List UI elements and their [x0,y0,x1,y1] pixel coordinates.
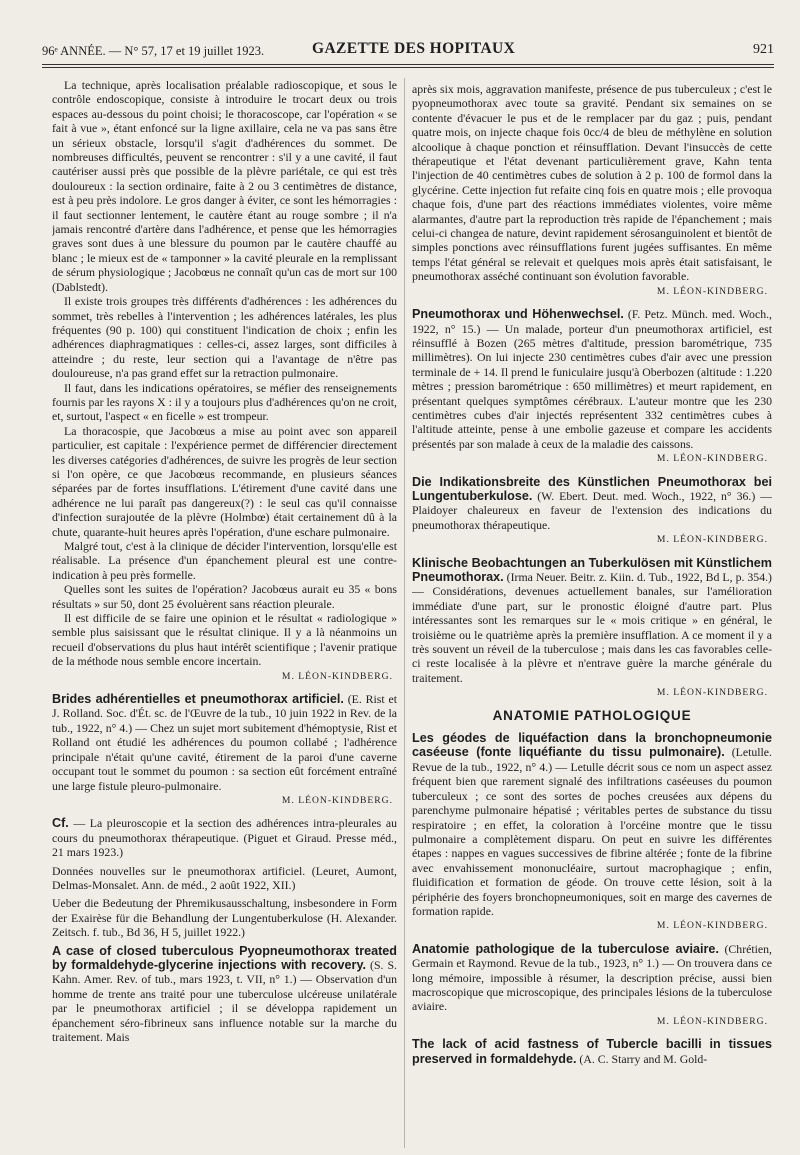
abstract-entry [412,942,772,1014]
left-column [52,78,397,1150]
abstract-entry [52,944,397,1045]
paragraph: Données nouvelles sur le pneumothorax artificiel. (Leuret, Aumont, Delmas-Monsalet. Ann. de méd., 2 août 1922, XII.) [52,863,397,892]
abstract-text: (S. S. Kahn. Amer. Rev. of tub., mars 1923, t. VII, n° 1.) — Observation d'un homme de trente ans traité pour une tuberculose ulcéreuse unilatérale par le pneumothorax artificiel ; il se développa rapidement un épanchement séro-fibrineux sans influence notable sur la marche du traitement. Mais [52,957,397,1044]
abstract-entry [52,692,397,793]
author-signature: M. LÉON-KINDBERG. [656,453,768,465]
abstract-text: (W. Ebert. Deut. med. Woch., 1922, n° 36.) — Plaidoyer chaleureux en faveur de l'extension des indications du pneumothorax thérapeutique. [412,488,772,532]
abstract-entry [412,475,772,533]
abstract-entry [412,307,772,451]
column-divider [404,78,405,1148]
paragraph: Il existe trois groupes très différents d'adhérences : les adhérences du sommet, très rebelles à l'intervention ; les adhérences latérales, les plus fréquentes (90 p. 100) qui constituent l'indication de choix ; enfin les adhérences diaphragmatiques : celles-ci, assez larges, sont difficiles à atteindre ; du reste, leur section qui a l'avantage de n'être pas douloureuse, n'a pas grand effet sur la retraction pulmonaire. [52,294,397,381]
paragraph: Quelles sont les suites de l'opération? Jacobœus aurait eu 35 « bons résultats » sur 50, dont 25 évoluèrent sans réaction pleurale. [52,582,397,611]
journal-title: GAZETTE DES HOPITAUX [312,40,516,57]
author-signature: M. LÉON-KINDBERG. [656,1015,768,1027]
abstract-text: (Irma Neuer. Beitr. z. Kiin. d. Tub., 1922, Bd L, p. 354.) — Considérations, devenues actuellement banales, sur l'amélioration immédiate d'une part, sur le pronostic éloigné d'autre part. Plus intéressantes sont les remarques sur le « mois critique » en général, le troisième ou le quatrième après la première insufflation. A ce moment il y a très souvent un réveil de la tuberculose ; mais dans les cas favorables celle-ci reste localisée à la plèvre et n'entrave guère la marche générale du traitement. [412,570,772,685]
abstract-entry [52,816,397,859]
abstract-text: (Chrétien, Germain et Raymond. Revue de la tub., 1923, n° 1.) — On trouvera dans ce long mémoire, impossible à résumer, la description précise, aussi bien macroscopique que microscopique, des principales lésions de la tuberculose aviaire. [412,941,772,1014]
abstract-text: (A. C. Starry and M. Gold- [576,1051,708,1066]
abstract-title: Cf. [52,816,69,831]
abstract-title: The lack of acid fastness of Tubercle bacilli in tissues preserved in formaldehyde. [412,1037,772,1066]
abstract-title: A case of closed tuberculous Pyopneumothorax treated by formaldehyde-glycerine injections with recovery. [52,943,397,972]
paragraph: Il est difficile de se faire une opinion et le résultat « radiologique » semble plus saisissant que le résultat clinique. Il y a là néanmoins un recueil d'observations du plus haut intérêt scientifique ; l'avenir pratique de la méthode nous semble encore incertain. [52,611,397,669]
paragraph: Malgré tout, c'est à la clinique de décider l'intervention, lorsqu'elle est réalisable. La présence d'un épanchement pleural est une contre-indication à peu près formelle. [52,539,397,582]
abstract-text: (E. Rist et J. Rolland. Soc. d'Ét. sc. de l'Œuvre de la tub., 10 juin 1922 in Rev. de la tub., 1922, n° 4.) — Chez un sujet mort subitement d'hémoptysie, Rist et Rolland ont étudié les adhérences du poumon collabé ; l'adhérence principale n'était qu'une cavité, étirement de la paroi d'une caverne occupant tout le sommet du poumon : sa section eût forcément entraîné une large fistule pleuro-pulmonaire. [52,692,397,793]
abstract-text: (F. Petz. Münch. med. Woch., 1922, n° 15.) — Un malade, porteur d'un pneumothorax artificiel, est réinsufflé à Bozen (265 mètres d'altitude, pression barométrique, 735 millimètres). On lui injecte 230 centimètres cubes d'air avec une pression terminale de + 14. Il prend le funiculaire jusqu'à Oberbozen (altitude : 1.220 mètres ; pression barométrique : 650 millimètres) et meurt rapidement, en présentant quelques symptômes cérébraux. L'auteur montre que les 230 centimètres cubes d'air injectés représentent 332 centimètres cubes à l'altitude atteinte, pense à une embolie gazeuse et compare les accidents présentés par son malade à ceux de la maladie des caissons. [412,307,772,451]
right-column [412,78,772,1150]
page-header [42,40,780,62]
abstract-entry [412,1037,772,1066]
paragraph: La thoracospie, que Jacobœus a mise au point avec son appareil particulier, est capitale : l'expérience permet de différencier directement les diverses catégories d'adhérences, de suivre les progrès de leur section si l'on opère, ce que Jacobœus recommande, en plusieurs séances séparées par de fortes insufflations. L'étirement d'une cavité dans une adhérence ne lui paraît pas dangereux(?) : le seul cas qu'il connaisse d'infection surajoutée de la plèvre (Holmbœ) était certainement dû à la chute, quarante-huit heures après l'opération, d'une eschare pulmonaire. [52,423,397,539]
author-signature: M. LÉON-KINDBERG. [281,670,393,682]
author-signature: M. LÉON-KINDBERG. [656,920,768,932]
abstract-text: (Letulle. Revue de la tub., 1922, n° 4.) — Letulle décrit sous ce nom un aspect assez fréquent bien que rarement signalé des infiltrations caséeuses du poumon tuberculeux ; ce sont des sortes de poches creusées aux dépens du parenchyme pulmonaire hépatisé ; véritables pertes de substance du tissu respiratoire ; en effet, la coloration à l'orcéine montre que le tissu pulmonaire a complètement disparu. On peut en suivre les différentes étapes : nappes en vagues successives de fibrine altérée ; fonte de la fibrine avec envahissement mononucléaire, surtout macrophagique ; enfin, fluidification et formation de géode. On trouve cette lésion, soit à la périphérie des foyers bronchopneumoniques, soit en marge des cavernes de formation rapide. [412,745,772,918]
abstract-text: — La pleuroscopie et la section des adhérences intra-pleurales au cours du pneumothorax thérapeutique. (Piguet et Giraud. Presse méd., 21 mars 1923.) [52,816,397,860]
header-rule-double [42,67,774,68]
paragraph: après six mois, aggravation manifeste, présence de pus tuberculeux ; c'est le pyopneumothorax avec toute sa gravité. Pendant six semaines on se contente d'évacuer le pus et de le remplacer par du gaz ; puis, pendant quatre mois, on injecte chaque fois 0cc/4 de bleu de méthylène en solution alcoolique à chaque ponction et réinsufflation. Devant l'insuccès de cette thérapeutique et l'état devenant particulièrement grave, Kahn tenta l'injection de 40 centimètres cubes de solution à 2 p. 100 de formol dans la glycérine. Cette injection fut refaite cinq fois en quatre mois ; elle provoqua chaque fois, d'une part des réactions immédiates violentes, voire même alarmantes, d'autre part la reproduction très rapide de l'épanchement ; mais celui-ci changea de nature, devint rapidement sérosanguinolent et bientôt de simples ponctions avec réinsufflations furent jugées suffisantes. En même temps l'état général se relevait et quelques mois après était satisfaisant, le pneumothorax asséché continuant son évolution favorable. [412,82,772,284]
issue-line: 96ᵉ ANNÉE. — N° 57, 17 et 19 juillet 1923. [42,44,265,58]
section-heading: ANATOMIE PATHOLOGIQUE [492,707,692,723]
abstract-title: Les géodes de liquéfaction dans la bronchopneumonie caséeuse (fonte liquéfiante du tissu pulmonaire). [412,731,772,760]
paragraph: Ueber die Bedeutung der Phremikusausschaltung, insbesondere in Form der Exairèse für die Behandlung der Lungentuberkulose (H. Alexander. Zeitsch. f. tub., Bd 36, H 5, juillet 1922.) [52,896,397,940]
abstract-title: Brides adhérentielles et pneumothorax artificiel. [52,692,344,707]
abstract-title: Anatomie pathologique de la tuberculose aviaire. [412,941,719,956]
abstract-entry [412,556,772,686]
abstract-entry [412,731,772,918]
header-rule [42,64,774,65]
paragraph: La technique, après localisation préalable radioscopique, et sous le contrôle endoscopique, consiste à introduire le trocart deux ou trois espaces au-dessous du point choisi; le thoracoscope, car l'opération « se fait à vue », étant enfoncé sur la ligne axillaire, cela ne va pas sans être un sérieux obstacle, lorsqu'il s'agit d'adhérences du sommet. De nombreuses difficultés, peuvent se rencontrer : s'il y a une cavité, il faut cautériser aussi près que possible de la plèvre pariétale, ce qui est très douloureux : la section ordinaire, faite à 2 ou 3 centimètres de distance, est à peu près indolore. Le gros danger à éviter, ce sont les hémorragies : il faut sectionner lentement, le cautère étant au rouge sombre ; il n'a jamais rencontré d'artère dans l'adhérence, et pense que les hémorragies graves sont dues à une blessure du poumon par le cautère chauffé au blanc ; le mieux est de « tamponner » la cavité pleurale en la remplissant de sérum physiologique ; Jacobœus ne connaît qu'un cas de mort sur 100 (Dablstedt). [52,78,397,294]
abstract-title: Pneumothorax und Höhenwechsel. [412,307,624,322]
abstract-title: Klinische Beobachtungen an Tuberkulösen mit Künstlichem Pneumothorax. [412,555,772,584]
paragraph: Il faut, dans les indications opératoires, se méfier des renseignements fournis par les rayons X : il y a toujours plus d'adhérences qu'on ne croit, et, surtout, l'aspect « en ficelle » est trompeur. [52,380,397,424]
author-signature: M. LÉON-KINDBERG. [656,285,768,297]
author-signature: M. LÉON-KINDBERG. [656,687,768,699]
author-signature: M. LÉON-KINDBERG. [281,794,393,806]
abstract-title: Die Indikationsbreite des Künstlichen Pneumothorax bei Lungentuberkulose. [412,474,772,503]
author-signature: M. LÉON-KINDBERG. [656,534,768,546]
page-number: 921 [753,42,774,57]
